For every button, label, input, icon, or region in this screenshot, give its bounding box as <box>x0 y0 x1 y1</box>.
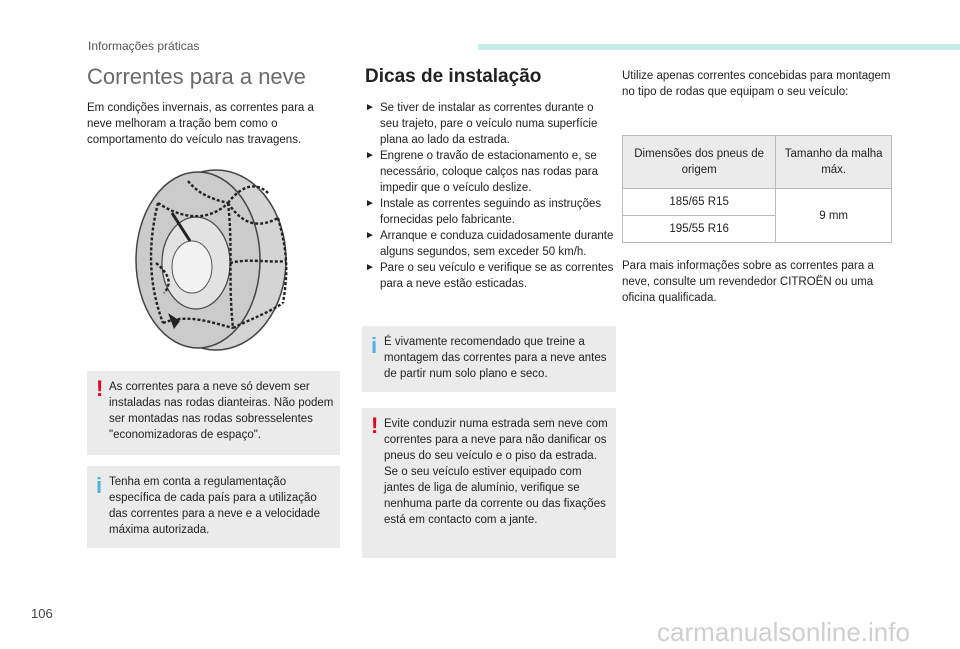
info-box-practice <box>362 326 616 392</box>
step-text: Instale as correntes seguindo as instruções fornecidas pelo fabricante. <box>380 198 602 226</box>
tire-with-snow-chain-icon <box>128 163 298 358</box>
link-size-cell: 9 mm <box>776 189 892 243</box>
tyre-size-cell: 185/65 R15 <box>623 189 776 216</box>
step-text: Arranque e conduza cuidadosamente durante alguns segundos, sem exceder 50 km/h. <box>380 230 614 258</box>
watermark: carmanualsonline.info <box>657 617 910 647</box>
page-title: Correntes para a neve <box>87 64 306 89</box>
arrow-bullet-icon: ► <box>365 230 375 241</box>
install-steps-list <box>365 100 615 292</box>
header-accent-bar <box>478 44 960 50</box>
list-item <box>365 100 615 148</box>
info-text: Tenha em conta a regulamentação específica de cada país para a utilização das correntes para a neve e a velocidade máxima autorizada. <box>109 476 320 536</box>
table-header-row <box>623 136 892 189</box>
step-text: Se tiver de instalar as correntes durante o seu trajeto, pare o veículo numa superfície plana ao lado da estrada. <box>380 102 598 146</box>
chain-size-table <box>622 135 892 243</box>
intro-paragraph: Em condições invernais, as correntes para a neve melhoram a tração bem como o comportamento do veículo nas travagens. <box>87 102 314 146</box>
step-text: Pare o seu veículo e verifique se as correntes para a neve estão esticadas. <box>380 262 614 290</box>
arrow-bullet-icon: ► <box>365 198 375 209</box>
warning-icon: ! <box>371 413 379 438</box>
list-item <box>365 148 615 196</box>
arrow-bullet-icon: ► <box>365 150 375 161</box>
warning-box-no-snow-roads <box>362 408 616 558</box>
list-item <box>365 260 615 292</box>
arrow-bullet-icon: ► <box>365 102 375 113</box>
chain-usage-intro: Utilize apenas correntes concebidas para montagem no tipo de rodas que equipam o seu veículo: <box>622 70 891 98</box>
section-header: Informações práticas <box>88 39 200 53</box>
arrow-bullet-icon: ► <box>365 262 375 273</box>
dealer-advice: Para mais informações sobre as correntes para a neve, consulte um revendedor CITROËN ou uma oficina qualificada. <box>622 260 874 304</box>
column-header-tyre-size: Dimensões dos pneus de origem <box>623 136 776 189</box>
table-row <box>623 189 892 216</box>
page-number: 106 <box>31 606 53 621</box>
warning-text: Evite conduzir numa estrada sem neve com correntes para a neve para não danificar os pneus do seu veículo e o piso da estrada. Se o seu veículo estiver equipado com jantes de liga de alumínio, verifique se nenhuma parte da corrente ou das fixações está em contacto com a jante. <box>384 418 608 526</box>
section-heading-install-tips: Dicas de instalação <box>365 66 542 87</box>
step-text: Engrene o travão de estacionamento e, se necessário, coloque calços nas rodas para impedir que o veículo deslize. <box>380 150 598 194</box>
info-icon: i <box>96 473 103 498</box>
warning-text: As correntes para a neve só devem ser instaladas nas rodas dianteiras. Não podem ser montadas nas rodas sobresselentes "economizadoras de espaço". <box>109 381 334 441</box>
column-header-link-size: Tamanho da malha máx. <box>776 136 892 189</box>
warning-box-front-wheels <box>87 371 340 455</box>
info-box-regulations <box>87 466 340 548</box>
list-item <box>365 196 615 228</box>
info-text: É vivamente recomendado que treine a montagem das correntes para a neve antes de partir num solo plano e seco. <box>384 336 607 380</box>
tyre-size-cell: 195/55 R16 <box>623 216 776 243</box>
info-icon: i <box>371 333 378 358</box>
warning-icon: ! <box>96 376 104 401</box>
list-item <box>365 228 615 260</box>
